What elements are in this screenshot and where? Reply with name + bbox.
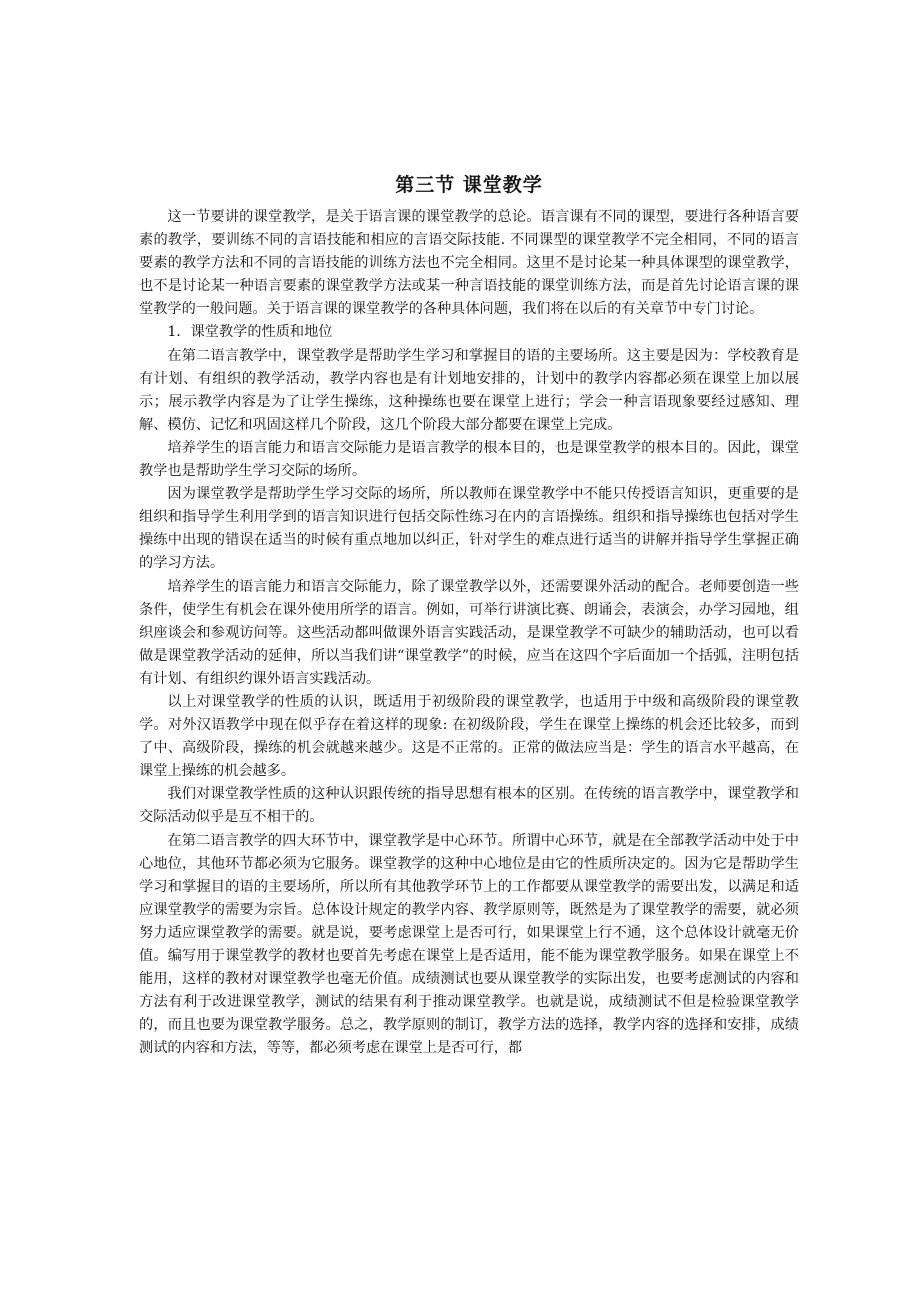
paragraph-teacher-role: 因为课堂教学是帮助学生学习交际的场所，所以教师在课堂教学中不能只传授语言知识，更重要的是组织和指导学生利用学到的语言知识进行包括交际性练习在内的言语操练。组织和指导操练也包括对学生操练中出现的错误在适当的时候有重点地加以纠正，针对学生的难点进行适当的讲解并指导学生掌握正确的学习方法。 [139, 486, 799, 572]
document-body [139, 170, 799, 1060]
paragraph-tradition: 我们对课堂教学性质的这种认识跟传统的指导思想有根本的区别。在传统的语言教学中，课堂教学和交际活动似乎是互不相干的。 [139, 786, 799, 826]
section-title: 第三节 课堂教学 [395, 174, 543, 196]
paragraph-extracurricular: 培养学生的语言能力和语言交际能力，除了课堂教学以外，还需要课外活动的配合。老师要创造一些条件，使学生有机会在课外使用所学的语言。例如，可举行讲演比赛、朗诵会，表演会，办学习园地，组织座谈会和参观访问等。这些活动都叫做课外语言实践活动，是课堂教学不可缺少的辅助活动，也可以看做是课堂教学活动的延伸，所以当我们讲“课堂教学”的时候，应当在这四个字后面加一个括弧，注明包括有计划、有组织约课外语言实践活动。 [139, 578, 799, 687]
paragraph-central-link: 在第二语言教学的四大环节中，课堂教学是中心环节。所谓中心环节，就是在全部教学活动中处于中心地位，其他环节都必须为它服务。课堂教学的这种中心地位是由它的性质所决定的。因为它是帮助学生学习和掌握目的语的主要场所，所以所有其他教学环节上的工作都要从课堂教学的需要出发，以满足和适应课堂教学的需要为宗旨。总体设计规定的教学内容、教学原则等，既然是为了课堂教学的需要，就必须努力适应课堂教学的需要。就是说，要考虑课堂上是否可行，如果课堂上行不通，这个总体设计就毫无价值。编写用于课堂教学的教材也要首先考虑在课堂上是否适用，能不能为课堂教学服务。如果在课堂上不能用，这样的教材对课堂教学也毫无价值。成绩测试也要从课堂教学的实际出发，也要考虑测试的内容和方法有利于改进课堂教学，测试的结果有利于推动课堂教学。也就是说，成绩测试不但是检验课堂教学的，而且也要为课堂教学服务。总之，教学原则的制订，教学方法的选择，教学内容的选择和安排，成绩测试的内容和方法，等等，都必须考虑在课堂上是否可行，都 [139, 832, 799, 1057]
paragraph-fundamental-goal: 培养学生的语言能力和语言交际能力是语言教学的根本目的，也是课堂教学的根本目的。因此，课堂教学也是帮助学生学习交际的场所。 [139, 439, 799, 480]
paragraph-stages: 以上对课堂教学的性质的认识，既适用于初级阶段的课堂教学，也适用于中级和高级阶段的课堂教学。对外汉语教学中现在似乎存在着这样的现象: 在初级阶段，学生在课堂上操练的机会还比较多，而到了中、高级阶段，操练的机会就越来越少。这是不正常的。正常的做法应当是：学生的语言水平越高，在课堂上操练的机会越多。 [139, 693, 799, 780]
subsection-heading: 1．课堂教学的性质和地位 [167, 324, 333, 341]
paragraph-main-venue: 在第二语言教学中，课堂教学是帮助学生学习和掌握目的语的主要场所。这主要是因为：学校教育是有计划、有组织的教学活动，教学内容也是有计划地安排的，计划中的教学内容都必须在课堂上加以展示；展示教学内容是为了让学生操练，这种操练也要在课堂上进行；学会一种言语现象要经过感知、理解、模仿、记忆和巩固这样几个阶段，这几个阶段大部分都要在课堂上完成。 [139, 347, 799, 433]
paragraph-intro: 这一节要讲的课堂教学，是关于语言课的课堂教学的总论。语言课有不同的课型，要进行各种语言要素的教学，要训练不同的言语技能和相应的言语交际技能. 不同课型的课堂教学不完全相同，不同的语言要素的教学方法和不同的言语技能的训练方法也不完全相同。这里不是讨论某一种具体课型的课堂教学，也不是讨论某一种语言要素的课堂教学方法或某一种言语技能的课堂训练方法，而是首先讨论语言课的课堂教学的一般问题。关于语言课的课堂教学的各种具体问题，我们将在以后的有关章节中专门讨论。 [139, 209, 799, 318]
